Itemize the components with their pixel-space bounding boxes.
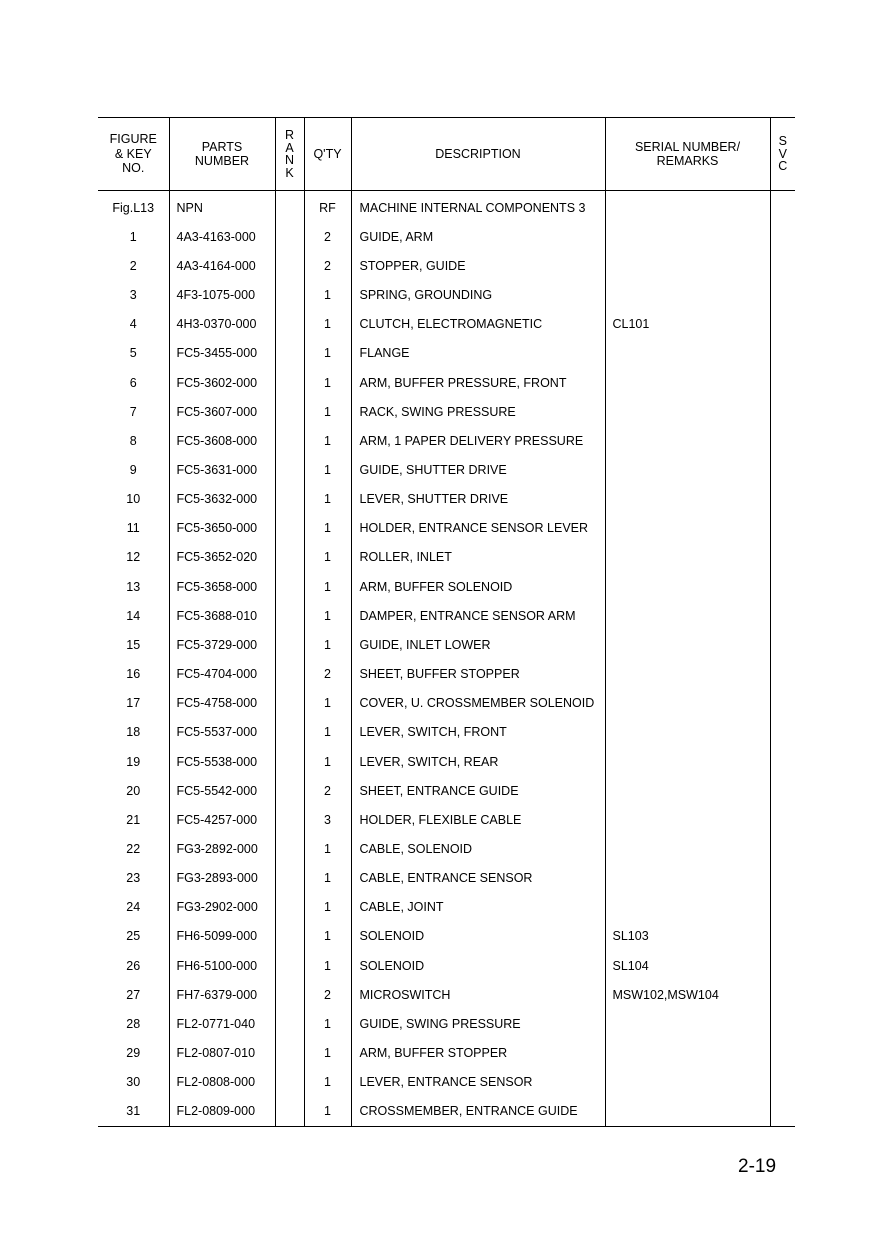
cell-parts-number: FG3-2902-000 (169, 893, 275, 922)
cell-parts-number: FL2-0808-000 (169, 1068, 275, 1097)
cell-serial-remarks (605, 893, 770, 922)
cell-parts-number: FC5-5538-000 (169, 747, 275, 776)
cell-description: CROSSMEMBER, ENTRANCE GUIDE (351, 1097, 605, 1127)
table-row (98, 1068, 795, 1097)
table-row (98, 630, 795, 659)
cell-description: LEVER, SHUTTER DRIVE (351, 485, 605, 514)
cell-serial-remarks (605, 630, 770, 659)
cell-svc (770, 251, 795, 280)
cell-description: MACHINE INTERNAL COMPONENTS 3 (351, 191, 605, 223)
cell-svc (770, 864, 795, 893)
table-header (98, 118, 795, 191)
table-row (98, 572, 795, 601)
cell-svc (770, 1009, 795, 1038)
table-row (98, 1009, 795, 1038)
cell-svc (770, 776, 795, 805)
cell-qty: 2 (304, 776, 351, 805)
cell-parts-number: FG3-2893-000 (169, 864, 275, 893)
cell-svc (770, 485, 795, 514)
cell-parts-number: 4A3-4164-000 (169, 251, 275, 280)
cell-rank (275, 601, 304, 630)
cell-rank (275, 191, 304, 223)
cell-serial-remarks (605, 222, 770, 251)
cell-svc (770, 834, 795, 863)
cell-serial-remarks (605, 280, 770, 309)
cell-parts-number: FC5-3650-000 (169, 514, 275, 543)
cell-description: LEVER, ENTRANCE SENSOR (351, 1068, 605, 1097)
cell-figure-key-no: 26 (126, 958, 141, 973)
cell-parts-number: FC5-5537-000 (169, 718, 275, 747)
cell-qty: 2 (304, 222, 351, 251)
cell-figure-key-no: 8 (129, 433, 137, 448)
cell-qty: 1 (304, 1009, 351, 1038)
cell-figure-key-no: 15 (126, 637, 141, 652)
cell-serial-remarks (605, 368, 770, 397)
cell-serial-remarks (605, 339, 770, 368)
cell-rank (275, 660, 304, 689)
cell-serial-remarks (605, 1009, 770, 1038)
cell-serial-remarks (605, 834, 770, 863)
cell-qty: 1 (304, 689, 351, 718)
cell-figure-key-no: 19 (126, 754, 141, 769)
cell-qty: 1 (304, 747, 351, 776)
cell-parts-number: FC5-3631-000 (169, 455, 275, 484)
cell-qty: RF (304, 191, 351, 223)
cell-description: ARM, BUFFER SOLENOID (351, 572, 605, 601)
table-row (98, 951, 795, 980)
cell-parts-number: FH6-5100-000 (169, 951, 275, 980)
cell-description: LEVER, SWITCH, REAR (351, 747, 605, 776)
cell-rank (275, 514, 304, 543)
cell-svc (770, 980, 795, 1009)
cell-rank (275, 455, 304, 484)
table-row (98, 718, 795, 747)
cell-svc (770, 339, 795, 368)
cell-qty: 1 (304, 339, 351, 368)
header-serial-remarks: SERIAL NUMBER/ REMARKS (605, 118, 770, 191)
cell-parts-number: FC5-4257-000 (169, 805, 275, 834)
cell-serial-remarks (605, 1039, 770, 1068)
cell-rank (275, 485, 304, 514)
table-row (98, 455, 795, 484)
parts-list-table (98, 117, 795, 1127)
cell-qty: 1 (304, 1039, 351, 1068)
cell-description: GUIDE, ARM (351, 222, 605, 251)
cell-rank (275, 776, 304, 805)
cell-figure-key-no: 11 (126, 521, 140, 536)
cell-qty: 1 (304, 864, 351, 893)
cell-parts-number: FH6-5099-000 (169, 922, 275, 951)
cell-rank (275, 339, 304, 368)
header-row (98, 118, 795, 191)
cell-qty: 1 (304, 834, 351, 863)
cell-figure-key-no: 31 (98, 1097, 169, 1127)
cell-figure-key-no: 4 (129, 317, 137, 332)
cell-figure-key-no: 16 (126, 667, 141, 682)
cell-svc (770, 543, 795, 572)
cell-parts-number: NPN (169, 191, 275, 223)
cell-description: COVER, U. CROSSMEMBER SOLENOID (351, 689, 605, 718)
cell-svc (770, 951, 795, 980)
cell-qty: 1 (304, 485, 351, 514)
cell-parts-number: 4A3-4163-000 (169, 222, 275, 251)
cell-rank (275, 747, 304, 776)
table-row (98, 660, 795, 689)
cell-rank (275, 951, 304, 980)
cell-rank (275, 543, 304, 572)
cell-qty: 2 (304, 980, 351, 1009)
cell-description: LEVER, SWITCH, FRONT (351, 718, 605, 747)
cell-parts-number: 4H3-0370-000 (169, 310, 275, 339)
cell-svc (770, 455, 795, 484)
table-row (98, 1039, 795, 1068)
cell-rank (275, 718, 304, 747)
table-row (98, 747, 795, 776)
cell-description: GUIDE, INLET LOWER (351, 630, 605, 659)
cell-parts-number: FC5-3658-000 (169, 572, 275, 601)
cell-rank (275, 922, 304, 951)
cell-svc (770, 310, 795, 339)
table-row (98, 514, 795, 543)
cell-svc (770, 1097, 795, 1127)
cell-serial-remarks (605, 426, 770, 455)
cell-parts-number: FC5-3602-000 (169, 368, 275, 397)
cell-serial-remarks (605, 805, 770, 834)
cell-rank (275, 397, 304, 426)
cell-figure-key-no: 5 (129, 346, 137, 361)
cell-description: ROLLER, INLET (351, 543, 605, 572)
cell-parts-number: 4F3-1075-000 (169, 280, 275, 309)
cell-rank (275, 1009, 304, 1038)
cell-svc (770, 572, 795, 601)
cell-serial-remarks (605, 397, 770, 426)
cell-svc (770, 601, 795, 630)
cell-description: RACK, SWING PRESSURE (351, 397, 605, 426)
cell-rank (275, 572, 304, 601)
table-row (98, 805, 795, 834)
table-row (98, 893, 795, 922)
cell-serial-remarks (605, 485, 770, 514)
cell-figure-key-no: 29 (126, 1046, 141, 1061)
cell-serial-remarks (605, 601, 770, 630)
cell-serial-remarks: SL103 (605, 922, 770, 951)
cell-description: DAMPER, ENTRANCE SENSOR ARM (351, 601, 605, 630)
table-row (98, 864, 795, 893)
cell-figure-key-no: 6 (129, 375, 137, 390)
table-row (98, 222, 795, 251)
table-row (98, 601, 795, 630)
cell-rank (275, 310, 304, 339)
cell-serial-remarks (605, 191, 770, 223)
cell-svc (770, 368, 795, 397)
cell-serial-remarks (605, 455, 770, 484)
table-row (98, 339, 795, 368)
header-description: DESCRIPTION (351, 118, 605, 191)
cell-serial-remarks (605, 1097, 770, 1127)
cell-svc (770, 280, 795, 309)
header-figure-key-no: FIGURE & KEY NO. (98, 118, 169, 191)
cell-figure-key-no: 13 (126, 579, 141, 594)
cell-description: ARM, 1 PAPER DELIVERY PRESSURE (351, 426, 605, 455)
cell-figure-key-no: Fig.L13 (112, 200, 155, 215)
cell-svc (770, 397, 795, 426)
cell-parts-number: FC5-5542-000 (169, 776, 275, 805)
cell-rank (275, 893, 304, 922)
cell-qty: 1 (304, 718, 351, 747)
cell-description: CABLE, ENTRANCE SENSOR (351, 864, 605, 893)
cell-svc (770, 689, 795, 718)
cell-figure-key-no: 27 (126, 987, 141, 1002)
table-row (98, 280, 795, 309)
cell-description: SOLENOID (351, 922, 605, 951)
cell-parts-number: FL2-0807-010 (169, 1039, 275, 1068)
table-row (98, 397, 795, 426)
cell-rank (275, 1039, 304, 1068)
cell-description: SOLENOID (351, 951, 605, 980)
cell-serial-remarks (605, 660, 770, 689)
cell-serial-remarks (605, 864, 770, 893)
header-parts-number: PARTS NUMBER (169, 118, 275, 191)
cell-svc (770, 191, 795, 223)
cell-svc (770, 718, 795, 747)
cell-svc (770, 1068, 795, 1097)
table-row (98, 834, 795, 863)
cell-description: SPRING, GROUNDING (351, 280, 605, 309)
cell-description: SHEET, ENTRANCE GUIDE (351, 776, 605, 805)
cell-rank (275, 805, 304, 834)
cell-description: HOLDER, FLEXIBLE CABLE (351, 805, 605, 834)
cell-figure-key-no: 7 (129, 404, 137, 419)
cell-rank (275, 251, 304, 280)
cell-serial-remarks (605, 1068, 770, 1097)
header-svc: S V C (770, 118, 795, 191)
cell-rank (275, 834, 304, 863)
cell-figure-key-no: 9 (129, 462, 137, 477)
cell-svc (770, 514, 795, 543)
cell-serial-remarks (605, 251, 770, 280)
cell-svc (770, 1039, 795, 1068)
cell-qty: 1 (304, 951, 351, 980)
cell-qty: 1 (304, 397, 351, 426)
cell-svc (770, 922, 795, 951)
table-row (98, 1097, 795, 1127)
cell-description: ARM, BUFFER STOPPER (351, 1039, 605, 1068)
cell-parts-number: FC5-4704-000 (169, 660, 275, 689)
cell-serial-remarks (605, 543, 770, 572)
cell-qty: 1 (304, 601, 351, 630)
cell-figure-key-no: 12 (126, 550, 141, 565)
cell-qty: 1 (304, 514, 351, 543)
cell-qty: 1 (304, 922, 351, 951)
cell-serial-remarks (605, 572, 770, 601)
cell-qty: 1 (304, 1097, 351, 1127)
cell-qty: 1 (304, 1068, 351, 1097)
cell-description: ARM, BUFFER PRESSURE, FRONT (351, 368, 605, 397)
cell-rank (275, 222, 304, 251)
cell-svc (770, 747, 795, 776)
header-qty: Q'TY (304, 118, 351, 191)
cell-description: CABLE, SOLENOID (351, 834, 605, 863)
cell-qty: 1 (304, 455, 351, 484)
cell-figure-key-no: 14 (126, 608, 141, 623)
cell-parts-number: FG3-2892-000 (169, 834, 275, 863)
cell-serial-remarks (605, 514, 770, 543)
cell-parts-number: FC5-3455-000 (169, 339, 275, 368)
cell-description: CLUTCH, ELECTROMAGNETIC (351, 310, 605, 339)
cell-figure-key-no: 25 (126, 929, 141, 944)
table-row (98, 368, 795, 397)
table-row (98, 426, 795, 455)
page-number: 2-19 (738, 1156, 777, 1177)
cell-figure-key-no: 18 (126, 725, 141, 740)
cell-serial-remarks: MSW102,MSW104 (605, 980, 770, 1009)
cell-svc (770, 426, 795, 455)
cell-description: STOPPER, GUIDE (351, 251, 605, 280)
cell-figure-key-no: 22 (126, 842, 141, 857)
cell-svc (770, 805, 795, 834)
cell-svc (770, 630, 795, 659)
table-row (98, 543, 795, 572)
cell-svc (770, 660, 795, 689)
cell-parts-number: FC5-3729-000 (169, 630, 275, 659)
cell-parts-number: FL2-0771-040 (169, 1009, 275, 1038)
cell-parts-number: FL2-0809-000 (169, 1097, 275, 1127)
cell-description: GUIDE, SHUTTER DRIVE (351, 455, 605, 484)
cell-description: CABLE, JOINT (351, 893, 605, 922)
table-row (98, 485, 795, 514)
cell-rank (275, 980, 304, 1009)
cell-figure-key-no: 30 (126, 1075, 141, 1090)
cell-rank (275, 630, 304, 659)
cell-description: MICROSWITCH (351, 980, 605, 1009)
table-row (98, 310, 795, 339)
cell-serial-remarks (605, 747, 770, 776)
cell-rank (275, 1068, 304, 1097)
table-body (98, 191, 795, 1127)
cell-serial-remarks (605, 689, 770, 718)
cell-parts-number: FC5-3632-000 (169, 485, 275, 514)
table-row (98, 191, 795, 223)
cell-figure-key-no: 23 (126, 871, 141, 886)
header-rank: R A N K (275, 118, 304, 191)
table-row (98, 689, 795, 718)
cell-parts-number: FC5-3607-000 (169, 397, 275, 426)
cell-serial-remarks (605, 718, 770, 747)
table-row (98, 980, 795, 1009)
cell-serial-remarks: SL104 (605, 951, 770, 980)
cell-parts-number: FC5-3652-020 (169, 543, 275, 572)
cell-figure-key-no: 17 (126, 696, 141, 711)
cell-qty: 1 (304, 368, 351, 397)
cell-parts-number: FC5-3688-010 (169, 601, 275, 630)
cell-qty: 2 (304, 660, 351, 689)
cell-figure-key-no: 20 (126, 783, 141, 798)
cell-rank (275, 426, 304, 455)
cell-description: GUIDE, SWING PRESSURE (351, 1009, 605, 1038)
cell-description: FLANGE (351, 339, 605, 368)
cell-figure-key-no: 10 (126, 492, 141, 507)
cell-description: HOLDER, ENTRANCE SENSOR LEVER (351, 514, 605, 543)
cell-qty: 1 (304, 310, 351, 339)
cell-qty: 1 (304, 280, 351, 309)
cell-figure-key-no: 21 (126, 812, 141, 827)
cell-qty: 1 (304, 426, 351, 455)
cell-figure-key-no: 2 (129, 258, 137, 273)
table-row (98, 776, 795, 805)
cell-figure-key-no: 24 (126, 900, 141, 915)
cell-rank (275, 1097, 304, 1127)
cell-parts-number: FC5-3608-000 (169, 426, 275, 455)
cell-qty: 1 (304, 630, 351, 659)
cell-description: SHEET, BUFFER STOPPER (351, 660, 605, 689)
cell-parts-number: FC5-4758-000 (169, 689, 275, 718)
cell-qty: 3 (304, 805, 351, 834)
cell-qty: 2 (304, 251, 351, 280)
cell-qty: 1 (304, 543, 351, 572)
table-row (98, 922, 795, 951)
table-row (98, 251, 795, 280)
cell-figure-key-no: 3 (129, 288, 137, 303)
cell-serial-remarks: CL101 (605, 310, 770, 339)
cell-svc (770, 893, 795, 922)
cell-rank (275, 280, 304, 309)
cell-parts-number: FH7-6379-000 (169, 980, 275, 1009)
cell-qty: 1 (304, 572, 351, 601)
cell-figure-key-no: 1 (129, 229, 137, 244)
cell-rank (275, 368, 304, 397)
cell-qty: 1 (304, 893, 351, 922)
cell-serial-remarks (605, 776, 770, 805)
cell-figure-key-no: 28 (126, 1016, 141, 1031)
cell-rank (275, 864, 304, 893)
cell-svc (770, 222, 795, 251)
cell-rank (275, 689, 304, 718)
